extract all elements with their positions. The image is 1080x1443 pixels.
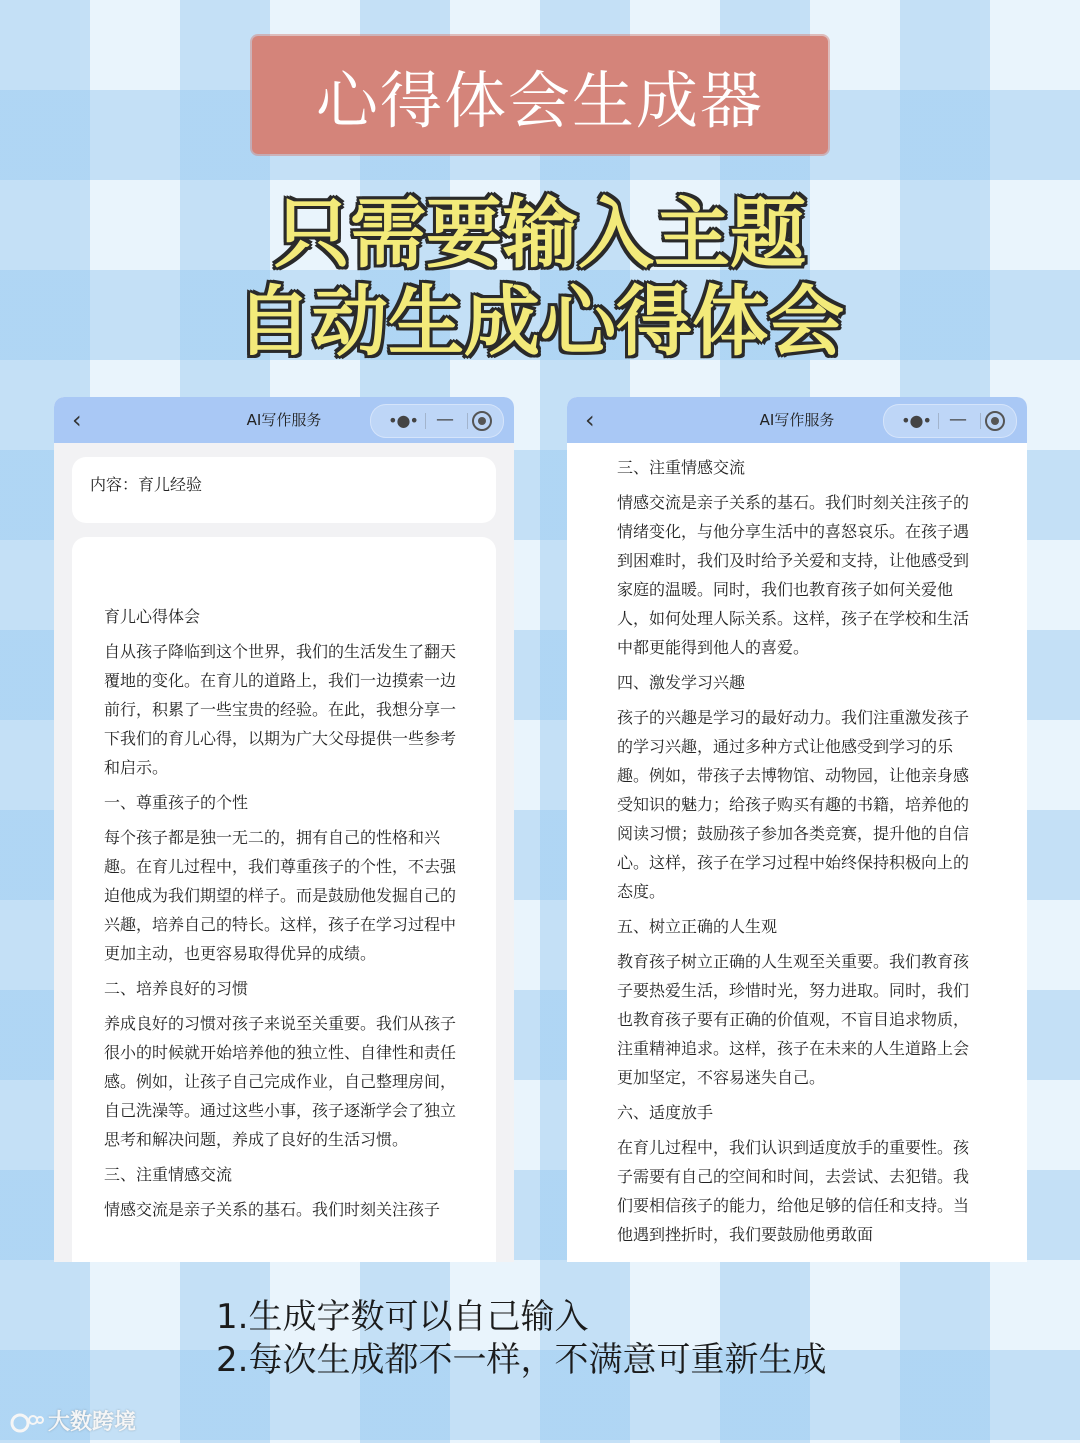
article-paragraph: 孩子的兴趣是学习的最好动力。我们注重激发孩子的学习兴趣，通过多种方式让他感受到学习的乐趣。例如，带孩子去博物馆、动物园，让他亲身感受知识的魅力；给孩子购买有趣的书籍，培养他的阅读习惯；鼓励孩子参加各类竞赛，提升他的自信心。这样，孩子在学习过程中始终保持积极向上的态度。 [617, 708, 970, 901]
more-dots-icon[interactable]: •●• [901, 411, 931, 430]
headline-line-1: 只需要输入主题 [274, 189, 806, 278]
article-paragraph: 每个孩子都是独一无二的，拥有自己的性格和兴趣。在育儿过程中，我们尊重孩子的个性，不去强迫他成为我们期望的样子。而是鼓励他发掘自己的兴趣，培养自己的特长。这样，孩子在学习过程中更加主动，也更容易取得优异的成绩。 [104, 828, 457, 963]
article-text [617, 453, 977, 1255]
headline-line-2: 自动生成心得体会 [236, 277, 844, 366]
input-card[interactable] [72, 457, 496, 523]
titlebar-title: AI写作服务 [759, 411, 835, 429]
target-circle-icon[interactable] [980, 409, 1010, 433]
minus-icon[interactable]: — [436, 409, 454, 430]
article-heading: 一、尊重孩子的个性 [104, 793, 249, 812]
capsule-menu [370, 404, 504, 438]
left-phone-screen [54, 397, 514, 1262]
article-heading: 二、培养良好的习惯 [104, 979, 249, 998]
input-content[interactable]: 内容：育儿经验 [90, 475, 203, 494]
feature-line-2: 2.每次生成都不一样，不满意可重新生成 [216, 1340, 827, 1380]
capsule-menu [883, 404, 1017, 438]
titlebar [54, 397, 514, 443]
article-heading: 育儿心得体会 [104, 607, 201, 626]
article-heading: 四、激发学习兴趣 [617, 673, 746, 692]
watermark [10, 1408, 136, 1438]
titlebar-title: AI写作服务 [246, 411, 322, 429]
article-text [104, 602, 464, 1230]
titlebar [567, 397, 1027, 443]
chevron-left-icon[interactable]: ‹ [72, 406, 82, 434]
article-paragraph: 教育孩子树立正确的人生观至关重要。我们教育孩子要热爱生活，珍惜时光，努力进取。同时，我们也教育孩子要有正确的价值观，不盲目追求物质，注重精神追求。这样，孩子在未来的人生道路上会更加坚定，不容易迷失自己。 [617, 952, 970, 1087]
right-phone-screen [567, 397, 1027, 1262]
banner-title: 心得体会生成器 [252, 36, 828, 154]
article-heading: 三、注重情感交流 [617, 458, 746, 477]
article-paragraph: 情感交流是亲子关系的基石。我们时刻关注孩子的情绪变化，与他分享生活中的喜怒哀乐。在孩子遇到困难时，我们及时给予关爱和支持，让他感受到家庭的温暖。同时，我们也教育孩子如何关爱他人，如何处理人际关系。这样，孩子在学校和生活中都更能得到他人的喜爱。 [617, 493, 970, 657]
watermark-text: 大数跨境 [48, 1410, 137, 1435]
article-heading: 六、适度放手 [617, 1103, 714, 1122]
article-heading: 三、注重情感交流 [104, 1165, 233, 1184]
target-circle-icon[interactable] [467, 409, 497, 433]
article-heading: 五、树立正确的人生观 [617, 917, 778, 936]
article-paragraph: 自从孩子降临到这个世界，我们的生活发生了翻天覆地的变化。在育儿的道路上，我们一边摸索一边前行，积累了一些宝贵的经验。在此，我想分享一下我们的育儿心得，以期为广大父母提供一些参考和启示。 [104, 642, 457, 777]
watermark-logo-icon [10, 1412, 44, 1434]
more-dots-icon[interactable]: •●• [388, 411, 418, 430]
article-paragraph: 在育儿过程中，我们认识到适度放手的重要性。孩子需要有自己的空间和时间，去尝试、去犯错。我们要相信孩子的能力，给他足够的信任和支持。当他遇到挫折时，我们要鼓励他勇敢面 [617, 1138, 970, 1244]
chevron-left-icon[interactable]: ‹ [585, 406, 595, 434]
article-paragraph: 养成良好的习惯对孩子来说至关重要。我们从孩子很小的时候就开始培养他的独立性、自律性和责任感。例如，让孩子自己完成作业，自己整理房间，自己洗澡等。通过这些小事，孩子逐渐学会了独立思考和解决问题，养成了良好的生活习惯。 [104, 1014, 457, 1149]
feature-line-1: 1.生成字数可以自己输入 [216, 1297, 589, 1337]
article-paragraph: 情感交流是亲子关系的基石。我们时刻关注孩子 [104, 1200, 441, 1219]
minus-icon[interactable]: — [949, 409, 967, 430]
